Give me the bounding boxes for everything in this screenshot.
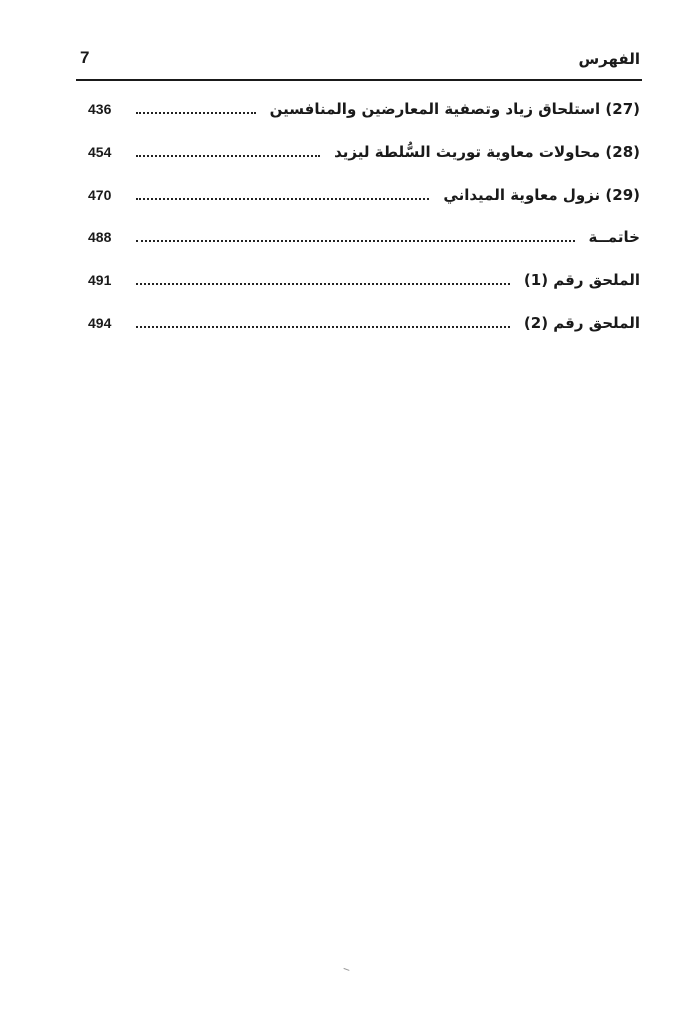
toc-entry-page: 494 bbox=[88, 315, 112, 331]
toc-entry-page: 488 bbox=[88, 229, 112, 245]
toc-entry-page: 470 bbox=[88, 187, 112, 203]
running-header-title: الفهرس bbox=[578, 50, 640, 68]
toc-entry-title: (28) محاولات معاوية توريث السُّلطة ليزيد bbox=[334, 143, 640, 161]
toc-leader-dots bbox=[136, 135, 320, 157]
toc-entry bbox=[88, 97, 640, 121]
toc-entry-title: (29) نزول معاوية الميداني bbox=[443, 186, 640, 204]
toc-leader-dots bbox=[136, 178, 429, 200]
header-rule bbox=[76, 79, 642, 81]
toc-entry-title: خاتمــة bbox=[588, 228, 640, 246]
toc-entry-title: الملحق رقم (2) bbox=[523, 314, 640, 332]
toc-entry-page: 454 bbox=[88, 144, 112, 160]
toc-entry-page: 491 bbox=[88, 272, 112, 288]
toc-entry bbox=[88, 140, 640, 164]
toc-leader-dots bbox=[136, 306, 510, 328]
toc-entry-title: الملحق رقم (1) bbox=[523, 271, 640, 289]
page-number: 7 bbox=[80, 48, 90, 67]
toc-leader-dots bbox=[136, 92, 256, 114]
toc-leader-dots bbox=[136, 263, 510, 285]
toc-entry bbox=[88, 268, 640, 292]
scan-speck bbox=[343, 965, 350, 971]
toc-entry-page: 436 bbox=[88, 101, 112, 117]
toc-entry bbox=[88, 225, 640, 249]
toc-entry bbox=[88, 311, 640, 335]
toc-entry-title: (27) استلحاق زياد وتصفية المعارضين والمنافسين bbox=[269, 100, 640, 118]
toc-entry bbox=[88, 183, 640, 207]
toc-leader-dots bbox=[136, 220, 575, 242]
